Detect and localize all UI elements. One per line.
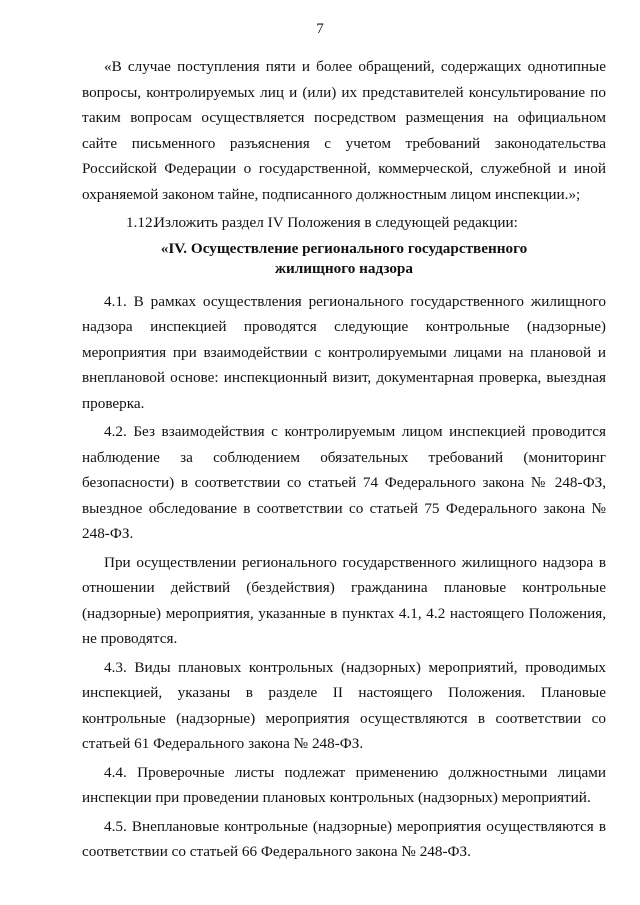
section-heading-line-2: жилищного надзора <box>275 259 413 277</box>
item-number: 1.12. <box>126 214 157 231</box>
paragraph-consultation-quote: «В случае поступления пяти и более обращений, содержащих однотипные вопросы, контролируемых лиц и (или) их представителей консультирование по таким вопросам осуществляется посредством размещения на официальном сайте письменного разъяснения с учетом требований законодательства Российской Федерации о государственной, коммерческой, служебной и иной охраняемой законом тайне, подписанного должностным лицом инспекции.»; <box>82 58 606 203</box>
page-number: 7 <box>316 21 324 37</box>
item-text: Изложить раздел IV Положения в следующей редакции: <box>154 214 518 231</box>
section-heading <box>82 239 606 279</box>
paragraph-4-3: 4.3. Виды плановых контрольных (надзорных) мероприятий, проводимых инспекцией, указаны в разделе II настоящего Положения. Плановые контрольные (надзорные) мероприятия осуществляются в соответствии со статьей 61 Федерального закона № 248-ФЗ. <box>82 658 606 752</box>
document-body <box>82 54 606 868</box>
paragraph-4-2: 4.2. Без взаимодействия с контролируемым лицом инспекцией проводится наблюдение за соблюдением обязательных требований (мониторинг безопасности) в соответствии со статьей 74 Федерального закона № 248-ФЗ, выездное обследование в соответствии со статьей 75 Федерального закона № 248-ФЗ. <box>82 423 606 542</box>
paragraph-citizen-exemption: При осуществлении регионального государственного жилищного надзора в отношении действий (бездействия) гражданина плановые контрольные (надзорные) мероприятия, указанные в пунктах 4.1, 4.2 настоящего Положения, не проводятся. <box>82 553 606 647</box>
paragraph-item-1-12 <box>82 210 606 236</box>
paragraph-4-5: 4.5. Внеплановые контрольные (надзорные) мероприятия осуществляются в соответствии со статьей 66 Федерального закона № 248-ФЗ. <box>82 817 606 860</box>
paragraph-4-4: 4.4. Проверочные листы подлежат применению должностными лицами инспекции при проведении плановых контрольных (надзорных) мероприятий. <box>82 763 606 806</box>
section-heading-line-1: «IV. Осуществление регионального государственного <box>160 239 528 257</box>
paragraph-4-1: 4.1. В рамках осуществления регионального государственного жилищного надзора инспекцией проводятся следующие контрольные (надзорные) мероприятия при взаимодействии с контролируемыми лицами на плановой и внеплановой основе: инспекционный визит, документарная проверка, выездная проверка. <box>82 292 606 412</box>
